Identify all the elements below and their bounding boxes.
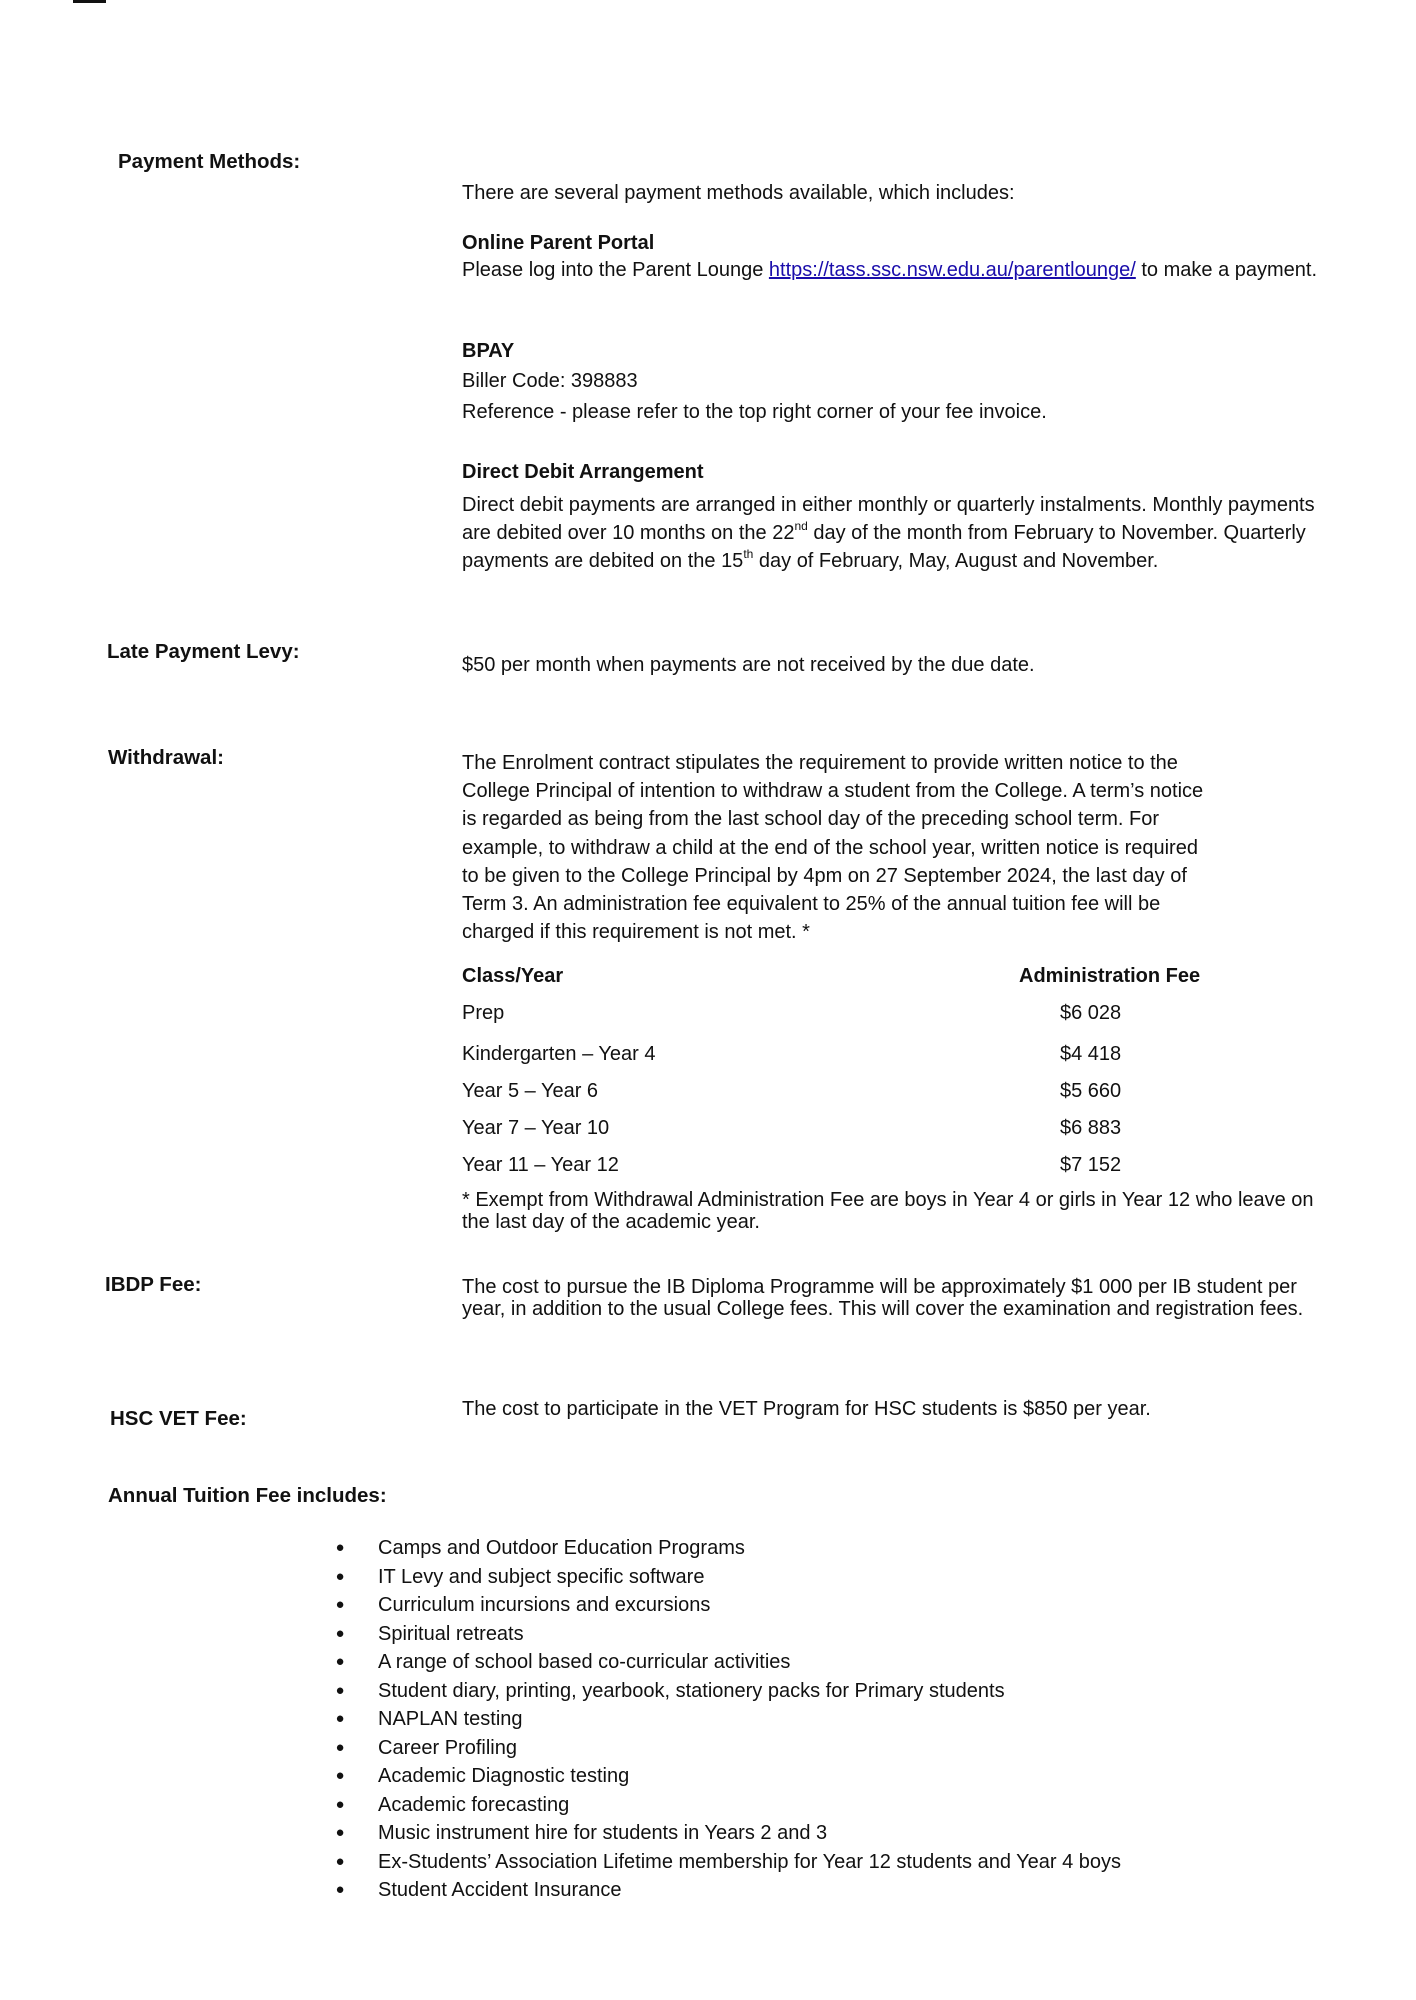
bpay-biller-code: Biller Code: 398883 <box>462 370 638 392</box>
list-item-text: Curriculum incursions and excursions <box>378 1594 711 1616</box>
bullet-icon: ● <box>335 1767 345 1784</box>
list-item <box>330 1848 1121 1877</box>
header-administration-fee: Administration Fee <box>1019 965 1201 987</box>
list-item <box>330 1677 1121 1706</box>
list-item <box>330 1876 1121 1905</box>
list-item-text: Spiritual retreats <box>378 1622 524 1645</box>
withdrawal-line: example, to withdraw a child at the end of the school year, written notice is required <box>462 837 1198 859</box>
portal-heading: Online Parent Portal <box>462 232 655 254</box>
list-item-text: Camps and Outdoor Education Programs <box>378 1537 745 1559</box>
bullet-icon: ● <box>335 1624 345 1642</box>
bpay-heading: BPAY <box>462 340 515 362</box>
label-hsc-vet-fee: HSC VET Fee: <box>110 1407 247 1430</box>
row-class: Prep <box>462 1002 505 1024</box>
row-class: Year 7 – Year 10 <box>462 1117 610 1139</box>
list-item <box>330 1648 1121 1677</box>
row-fee: $4 418 <box>1060 1043 1122 1065</box>
bullet-icon: ● <box>335 1681 345 1699</box>
list-item-text: Student Accident Insurance <box>378 1879 622 1901</box>
list-item <box>330 1563 1121 1592</box>
withdrawal-line: is regarded as being from the last school day of the preceding school term. For <box>462 808 1160 830</box>
list-item <box>330 1620 1121 1649</box>
table-row <box>462 1077 1222 1105</box>
list-item <box>330 1791 1121 1820</box>
label-payment-methods: Payment Methods: <box>118 150 301 173</box>
withdrawal-line: Term 3. An administration fee equivalent to 25% of the annual tuition fee will be <box>462 893 1161 915</box>
ordinal-nd: nd <box>794 519 808 534</box>
late-payment-text: $50 per month when payments are not received by the due date. <box>462 654 1035 676</box>
bpay-reference: Reference - please refer to the top right corner of your fee invoice. <box>462 401 1047 423</box>
withdrawal-line: charged if this requirement is not met. * <box>462 921 810 943</box>
table-row <box>462 1040 1222 1068</box>
table-row <box>462 999 1222 1027</box>
withdrawal-line: to be given to the College Principal by 4pm on 27 September 2024, the last day of <box>462 865 1187 887</box>
list-item-text: Music instrument hire for students in Years 2 and 3 <box>378 1822 828 1844</box>
ordinal-th: th <box>743 547 754 562</box>
row-class: Year 5 – Year 6 <box>462 1080 599 1102</box>
bullet-icon: ● <box>335 1653 345 1670</box>
bullet-icon: ● <box>335 1539 345 1556</box>
row-fee: $6 883 <box>1060 1117 1122 1139</box>
label-withdrawal: Withdrawal: <box>108 746 224 769</box>
row-class: Kindergarten – Year 4 <box>462 1043 656 1065</box>
list-item-text: Student diary, printing, yearbook, stationery packs for Primary students <box>378 1679 1005 1702</box>
bullet-icon: ● <box>335 1738 345 1756</box>
bullet-icon: ● <box>335 1596 345 1613</box>
list-item-text: Career Profiling <box>378 1736 517 1759</box>
row-class: Year 11 – Year 12 <box>462 1154 619 1176</box>
table-row <box>462 1114 1222 1142</box>
bullet-icon: ● <box>335 1710 345 1727</box>
withdrawal-line: College Principal of intention to withdraw a student from the College. A term’s notice <box>462 780 1204 802</box>
row-fee: $6 028 <box>1060 1002 1122 1024</box>
direct-debit-text-c: day of February, May, August and November. <box>753 550 1159 572</box>
portal-text-lead: Please log into the Parent Lounge <box>462 259 769 281</box>
parent-lounge-link[interactable]: https://tass.ssc.nsw.edu.au/parentlounge/ <box>768 259 1136 281</box>
portal-text-tail: to make a payment. <box>1135 259 1318 281</box>
withdrawal-line: The Enrolment contract stipulates the requirement to provide written notice to the <box>462 752 1178 774</box>
bullet-icon: ● <box>335 1852 345 1870</box>
row-fee: $5 660 <box>1060 1080 1122 1102</box>
bullet-icon: ● <box>335 1567 345 1585</box>
fee-table-header <box>462 962 1222 990</box>
withdrawal-footnote: * Exempt from Withdrawal Administration Fee are boys in Year 4 or girls in Year 12 who leave on the last day of the academic year. <box>462 1189 1314 1233</box>
payment-intro: There are several payment methods available, which includes: <box>462 182 1015 204</box>
direct-debit-text <box>462 491 1317 575</box>
bullet-icon: ● <box>335 1824 345 1841</box>
list-item-text: NAPLAN testing <box>378 1708 523 1730</box>
list-item <box>330 1734 1121 1763</box>
ibdp-text: The cost to pursue the IB Diploma Programme will be approximately $1 000 per IB student per year, in addition to the usual College fees. This will cover the examination and registration fees. <box>462 1276 1304 1320</box>
direct-debit-text-b: day of the month from February to November. Quarterly payments are debited on the 15 <box>462 522 1306 572</box>
direct-debit-heading: Direct Debit Arrangement <box>462 461 704 483</box>
header-class-year: Class/Year <box>462 965 564 987</box>
tuition-list <box>330 1534 1121 1905</box>
bullet-icon: ● <box>335 1881 345 1898</box>
list-item-text: IT Levy and subject specific software <box>378 1565 705 1588</box>
list-item <box>330 1762 1121 1791</box>
hsc-vet-text: The cost to participate in the VET Program for HSC students is $850 per year. <box>462 1398 1151 1420</box>
label-ibdp-fee: IBDP Fee: <box>105 1273 202 1296</box>
list-item-text: Ex-Students’ Association Lifetime membership for Year 12 students and Year 4 boys <box>378 1850 1122 1873</box>
bullet-icon: ● <box>335 1795 345 1813</box>
list-item-text: A range of school based co-curricular activities <box>378 1651 791 1673</box>
list-item-text: Academic Diagnostic testing <box>378 1765 630 1787</box>
corner-mark <box>73 0 106 3</box>
portal-text <box>462 259 1342 281</box>
label-annual-tuition: Annual Tuition Fee includes: <box>108 1484 387 1507</box>
list-item-text: Academic forecasting <box>378 1793 570 1816</box>
list-item <box>330 1819 1121 1848</box>
table-row <box>462 1151 1222 1179</box>
list-item <box>330 1534 1121 1563</box>
direct-debit-text-a: Direct debit payments are arranged in either monthly or quarterly instalments. Monthly payments are debited over 10 months on the 22 <box>462 494 1315 544</box>
list-item <box>330 1705 1121 1734</box>
list-item <box>330 1591 1121 1620</box>
row-fee: $7 152 <box>1060 1154 1122 1176</box>
label-late-payment-levy: Late Payment Levy: <box>107 640 300 663</box>
